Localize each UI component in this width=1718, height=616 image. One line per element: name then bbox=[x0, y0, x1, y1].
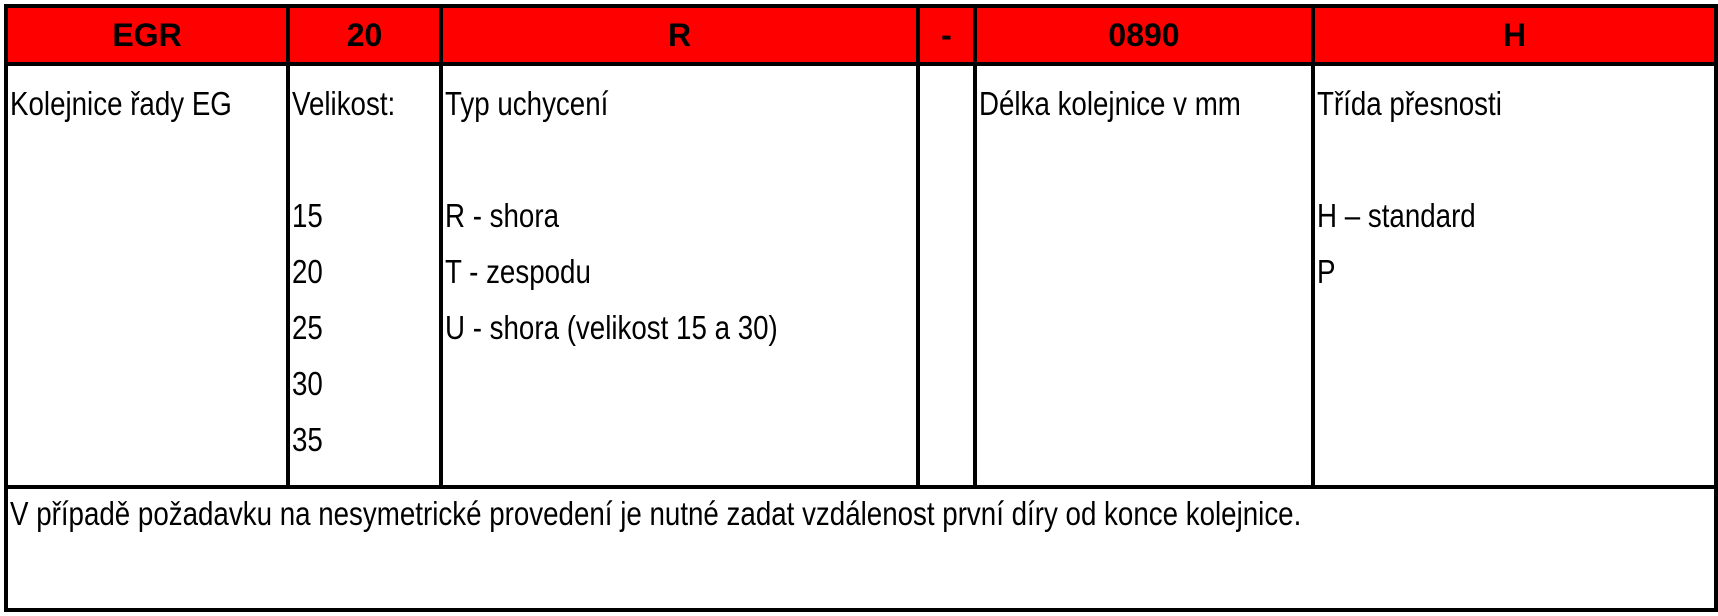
size-option: 20 bbox=[292, 253, 323, 291]
dash-cell bbox=[918, 64, 975, 487]
accuracy-option: H – standard bbox=[1317, 197, 1476, 235]
mount-option: T - zespodu bbox=[445, 253, 591, 291]
size-option: 15 bbox=[292, 197, 323, 235]
mount-title: Typ uchycení bbox=[445, 85, 609, 123]
mount-option: U - shora (velikost 15 a 30) bbox=[445, 309, 778, 347]
description-cell bbox=[6, 64, 288, 487]
note-row bbox=[6, 487, 1716, 610]
size-option: 25 bbox=[292, 309, 323, 347]
description-text: Kolejnice řady EG bbox=[10, 85, 232, 123]
note-cell bbox=[6, 487, 1716, 610]
mount-option: R - shora bbox=[445, 197, 560, 235]
size-option: 35 bbox=[292, 421, 323, 459]
header-mount-text: R bbox=[667, 16, 692, 53]
mount-cell bbox=[441, 64, 918, 487]
mount-spacer bbox=[445, 132, 841, 188]
header-length-text: 0890 bbox=[1108, 16, 1180, 53]
header-dash-text: - bbox=[941, 16, 952, 53]
header-accuracy-text: H bbox=[1502, 16, 1527, 53]
accuracy-spacer bbox=[1317, 132, 1650, 188]
accuracy-cell bbox=[1313, 64, 1716, 487]
header-cell-length bbox=[975, 6, 1313, 64]
size-option: 30 bbox=[292, 365, 323, 403]
header-cell-dash bbox=[918, 6, 975, 64]
note-text: V případě požadavku na nesymetrické provedení je nutné zadat vzdálenost první díry od konce kolejnice. bbox=[10, 495, 1302, 533]
accuracy-option: P bbox=[1317, 253, 1336, 291]
size-title: Velikost: bbox=[292, 85, 396, 123]
header-cell-mount bbox=[441, 6, 918, 64]
size-cell bbox=[288, 64, 441, 487]
size-spacer bbox=[292, 132, 415, 188]
header-cell-size bbox=[288, 6, 441, 64]
length-cell bbox=[975, 64, 1313, 487]
rail-code-sheet bbox=[4, 4, 1714, 612]
header-row bbox=[6, 6, 1716, 64]
header-egr-text: EGR bbox=[112, 16, 182, 53]
header-cell-egr bbox=[6, 6, 288, 64]
order-code-table bbox=[4, 4, 1718, 612]
header-cell-accuracy bbox=[1313, 6, 1716, 64]
accuracy-title: Třída přesnosti bbox=[1317, 85, 1502, 123]
length-title: Délka kolejnice v mm bbox=[979, 85, 1241, 123]
body-row bbox=[6, 64, 1716, 487]
header-size-text: 20 bbox=[346, 16, 383, 53]
